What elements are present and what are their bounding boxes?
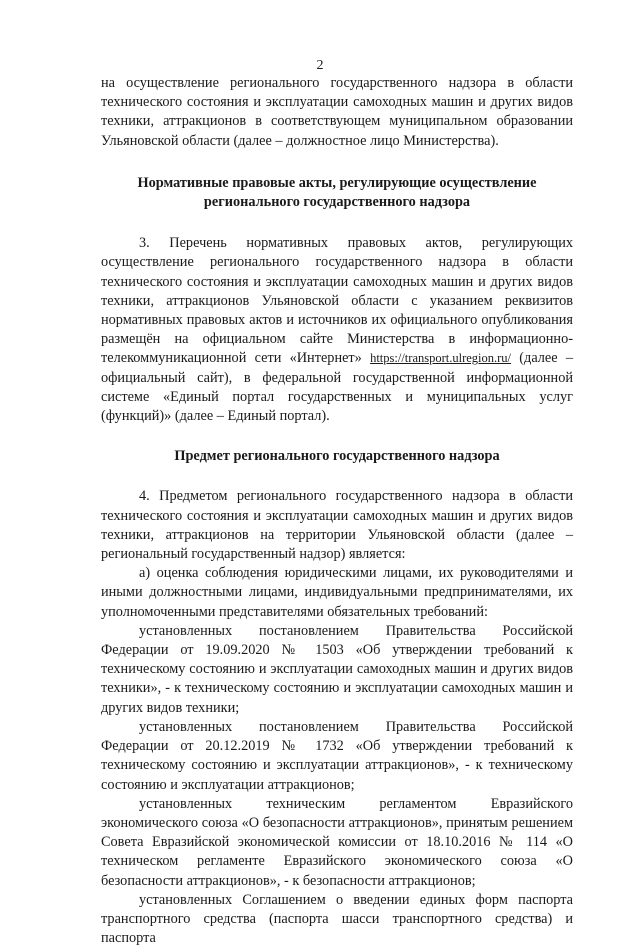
paragraph-3 <box>101 234 573 426</box>
document-body <box>101 74 573 948</box>
section-heading-legal-acts: Нормативные правовые акты, регулирующие осуществление регионального государственного надзора <box>137 174 537 211</box>
paragraph-requirement-1732: установленных постановлением Правительства Российской Федерации от 20.12.2019 № 1732 «Об утверждении требований к техническому состоянию и эксплуатации аттракционов», - к техническому состоянию и эксплуатации аттракционов; <box>101 718 573 793</box>
paragraph-requirement-1503: установленных постановлением Правительства Российской Федерации от 19.09.2020 № 1503 «Об утверждении требований к техническому состоянию и эксплуатации самоходных машин и других видов техники», - к техническому состоянию и эксплуатации самоходных машин и других видов техники; <box>101 622 573 716</box>
page-number: 2 <box>316 58 324 73</box>
paragraph-3-text-a: 3. Перечень нормативных правовых актов, регулирующих осуществление регионального государственного надзора в области технического состояния и эксплуатации самоходных машин и других видов техники, аттракционов Ульяновской области с указанием реквизитов нормативных правовых актов и источников их официального опубликования размещён на официальном сайте Министерства в информационно-телекоммуникационной сети «Интернет» <box>101 235 573 367</box>
section-heading-subject: Предмет регионального государственного надзора <box>174 448 500 465</box>
paragraph-4: 4. Предметом регионального государственного надзора в области технического состояния и эксплуатации самоходных машин и других видов техники, аттракционов на территории Ульяновской области (далее – региональный государственный надзор) является: <box>101 488 573 563</box>
paragraph-4a: а) оценка соблюдения юридическими лицами, их руководителями и иными должностными лицами, индивидуальными предпринимателями, их уполномоченными представителями обязательных требований: <box>101 565 573 620</box>
intro-paragraph: на осуществление регионального государственного надзора в области технического состояния и эксплуатации самоходных машин и других видов техники, аттракционов в соответствующем муниципальном образовании Ульяновской области (далее – должностное лицо Министерства). <box>101 75 573 149</box>
paragraph-requirement-agreement: установленных Соглашением о введении единых форм паспорта транспортного средства (паспорта шасси транспортного средства) и паспорта <box>101 891 573 947</box>
paragraph-requirement-eaeu: установленных техническим регламентом Евразийского экономического союза «О безопасности аттракционов», принятым решением Совета Евразийской экономической комиссии от 18.10.2016 № 114 «О техническом регламенте Евразийского экономического союза «О безопасности аттракционов», - к безопасности аттракционов; <box>101 795 573 889</box>
official-site-link[interactable]: https://transport.ulregion.ru/ <box>370 351 512 366</box>
paragraph-3-text-b: (далее – официальный сайт), в федеральной государственной информационной системе «Единый портал государственных и муниципальных услуг (функций)» (далее – Единый портал). <box>101 350 573 425</box>
